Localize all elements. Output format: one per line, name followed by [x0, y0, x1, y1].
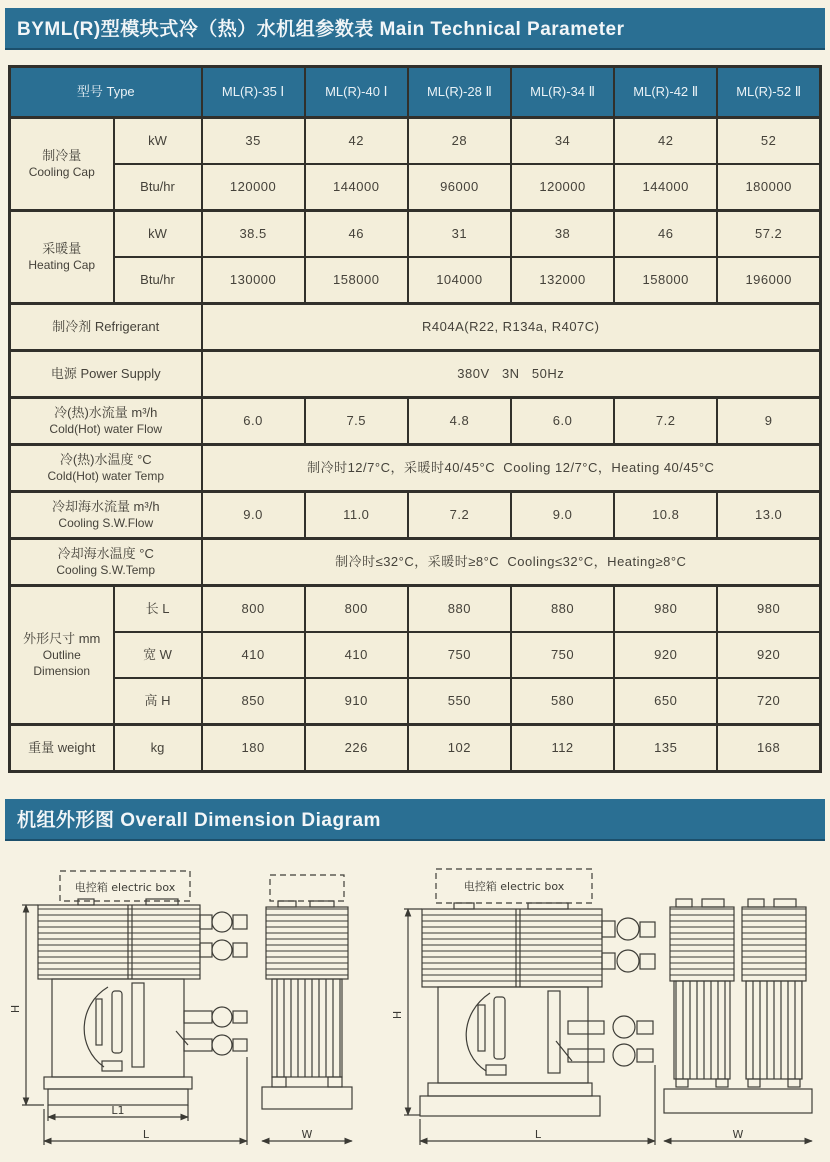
water-flow-row	[10, 398, 821, 445]
value-cell: 850	[202, 678, 305, 725]
value-cell: 38	[511, 211, 614, 258]
main-title-bar: BYML(R)型模块式冷（热）水机组参数表 Main Technical Parameter	[5, 8, 825, 50]
unit-a-side-view	[262, 875, 352, 1141]
electric-box-label: 电控箱 electric box	[463, 880, 565, 893]
cooling-btu-row	[10, 164, 821, 211]
dim-label-l: L	[142, 1128, 150, 1141]
sw-temp-label-zh: 冷却海水温度 °C	[57, 545, 154, 561]
water-temp-row	[10, 445, 821, 492]
value-cell: 135	[614, 725, 717, 772]
water-temp-label-zh: 冷(热)水温度 °C	[59, 451, 152, 467]
value-cell: 550	[408, 678, 511, 725]
type-header-cell: 型号 Type	[10, 67, 202, 118]
sw-temp-label-en: Cooling S.W.Temp	[56, 563, 156, 577]
dimension-width-row	[10, 632, 821, 678]
water-temp-value-cell: 制冷时12/7°C，采暖时40/45°C Cooling 12/7°C，Heating 40/45°C	[202, 445, 821, 492]
dimension-label-zh: 外形尺寸 mm	[23, 630, 101, 646]
dimension-label-cell	[10, 586, 114, 725]
water-temp-label-cell	[10, 445, 202, 492]
value-cell: 34	[511, 118, 614, 165]
value-cell: 130000	[202, 257, 305, 304]
value-cell: 10.8	[614, 492, 717, 539]
value-cell: 6.0	[511, 398, 614, 445]
value-cell: 168	[717, 725, 820, 772]
value-cell: 226	[305, 725, 408, 772]
dim-label-l1: L1	[111, 1104, 125, 1117]
table-header-row	[10, 67, 821, 118]
dim-label-w: W	[301, 1128, 313, 1141]
value-cell: 880	[408, 586, 511, 633]
unit-b-front-view	[404, 869, 655, 1145]
heating-label-zh: 采暖量	[42, 240, 82, 256]
water-flow-label-en: Cold(Hot) water Flow	[49, 422, 163, 436]
value-cell: 9	[717, 398, 820, 445]
unit-cell: 长 L	[114, 586, 202, 633]
value-cell: 102	[408, 725, 511, 772]
refrigerant-value-cell: R404A(R22, R134a, R407C)	[202, 304, 821, 351]
unit-base	[44, 1077, 192, 1089]
value-cell: 38.5	[202, 211, 305, 258]
value-cell: 6.0	[202, 398, 305, 445]
dim-label-h: H	[391, 1010, 404, 1020]
power-label-cell: 电源 Power Supply	[10, 351, 202, 398]
value-cell: 132000	[511, 257, 614, 304]
value-cell: 180	[202, 725, 305, 772]
refrigerant-row	[10, 304, 821, 351]
heating-label-cell	[10, 211, 114, 304]
value-cell: 158000	[305, 257, 408, 304]
cooling-label-cell	[10, 118, 114, 211]
value-cell: 800	[305, 586, 408, 633]
dim-label-h: H	[9, 1004, 22, 1014]
value-cell: 720	[717, 678, 820, 725]
power-value-cell: 380V 3N 50Hz	[202, 351, 821, 398]
value-cell: 52	[717, 118, 820, 165]
value-cell: 7.2	[614, 398, 717, 445]
heating-kw-row	[10, 211, 821, 258]
value-cell: 35	[202, 118, 305, 165]
value-cell: 120000	[202, 164, 305, 211]
unit-cell: Btu/hr	[114, 257, 202, 304]
dimension-label-en: Outline Dimension	[33, 647, 91, 679]
dimension-length-row	[10, 586, 821, 633]
spec-table	[8, 65, 822, 773]
model-header-cell: ML(R)-34 Ⅱ	[511, 67, 614, 118]
sw-flow-label-en: Cooling S.W.Flow	[58, 516, 154, 530]
value-cell: 910	[305, 678, 408, 725]
value-cell: 112	[511, 725, 614, 772]
value-cell: 750	[511, 632, 614, 678]
unit-cell: Btu/hr	[114, 164, 202, 211]
model-header-cell: ML(R)-52 Ⅱ	[717, 67, 820, 118]
sw-temp-row	[10, 539, 821, 586]
cooling-label-zh: 制冷量	[42, 147, 82, 163]
value-cell: 410	[305, 632, 408, 678]
model-header-cell: ML(R)-35 Ⅰ	[202, 67, 305, 118]
refrigerant-label-cell: 制冷剂 Refrigerant	[10, 304, 202, 351]
value-cell: 144000	[614, 164, 717, 211]
model-header-cell: ML(R)-40 Ⅰ	[305, 67, 408, 118]
weight-label-cell: 重量 weight	[10, 725, 114, 772]
water-flow-label-zh: 冷(热)水流量 m³/h	[54, 404, 158, 420]
value-cell: 28	[408, 118, 511, 165]
value-cell: 180000	[717, 164, 820, 211]
sw-temp-value-cell: 制冷时≤32°C，采暖时≥8°C Cooling≤32°C，Heating≥8°C	[202, 539, 821, 586]
value-cell: 580	[511, 678, 614, 725]
value-cell: 650	[614, 678, 717, 725]
value-cell: 9.0	[511, 492, 614, 539]
unit-base	[428, 1083, 592, 1096]
diagram-title-bar: 机组外形图 Overall Dimension Diagram	[5, 799, 825, 841]
electric-box-label: 电控箱 electric box	[74, 881, 176, 894]
value-cell: 800	[202, 586, 305, 633]
heating-btu-row	[10, 257, 821, 304]
value-cell: 920	[614, 632, 717, 678]
value-cell: 880	[511, 586, 614, 633]
value-cell: 46	[614, 211, 717, 258]
water-flow-label-cell	[10, 398, 202, 445]
value-cell: 120000	[511, 164, 614, 211]
value-cell: 410	[202, 632, 305, 678]
model-header-cell: ML(R)-42 Ⅱ	[614, 67, 717, 118]
value-cell: 42	[305, 118, 408, 165]
sw-flow-label-zh: 冷却海水流量 m³/h	[51, 498, 160, 514]
value-cell: 7.2	[408, 492, 511, 539]
value-cell: 104000	[408, 257, 511, 304]
unit-body	[52, 979, 184, 1077]
value-cell: 96000	[408, 164, 511, 211]
unit-cell: kW	[114, 118, 202, 165]
sw-temp-label-cell	[10, 539, 202, 586]
sw-flow-row	[10, 492, 821, 539]
dimension-height-row	[10, 678, 821, 725]
value-cell: 196000	[717, 257, 820, 304]
unit-cell: 宽 W	[114, 632, 202, 678]
unit-a-front-view	[22, 871, 247, 1145]
dim-label-w: W	[732, 1128, 744, 1141]
value-cell: 9.0	[202, 492, 305, 539]
unit-cell: kg	[114, 725, 202, 772]
unit-drawing-svg	[8, 865, 822, 1157]
value-cell: 750	[408, 632, 511, 678]
value-cell: 31	[408, 211, 511, 258]
weight-row	[10, 725, 821, 772]
value-cell: 920	[717, 632, 820, 678]
value-cell: 42	[614, 118, 717, 165]
dim-label-l: L	[534, 1128, 542, 1141]
value-cell: 57.2	[717, 211, 820, 258]
dimension-diagram	[8, 865, 822, 1162]
model-header-cell: ML(R)-28 Ⅱ	[408, 67, 511, 118]
cooling-label-en: Cooling Cap	[28, 165, 95, 179]
value-cell: 13.0	[717, 492, 820, 539]
cooling-kw-row	[10, 118, 821, 165]
unit-b-side-view	[664, 899, 812, 1141]
value-cell: 144000	[305, 164, 408, 211]
unit-cell: kW	[114, 211, 202, 258]
power-supply-row	[10, 351, 821, 398]
value-cell: 7.5	[305, 398, 408, 445]
value-cell: 980	[614, 586, 717, 633]
unit-body	[438, 987, 588, 1083]
water-temp-label-en: Cold(Hot) water Temp	[47, 469, 164, 483]
value-cell: 980	[717, 586, 820, 633]
heating-label-en: Heating Cap	[28, 258, 96, 272]
unit-cell: 高 H	[114, 678, 202, 725]
condenser-fin-block	[422, 909, 602, 987]
value-cell: 46	[305, 211, 408, 258]
value-cell: 11.0	[305, 492, 408, 539]
sw-flow-label-cell	[10, 492, 202, 539]
condenser-fin-block	[38, 905, 200, 979]
value-cell: 158000	[614, 257, 717, 304]
value-cell: 4.8	[408, 398, 511, 445]
